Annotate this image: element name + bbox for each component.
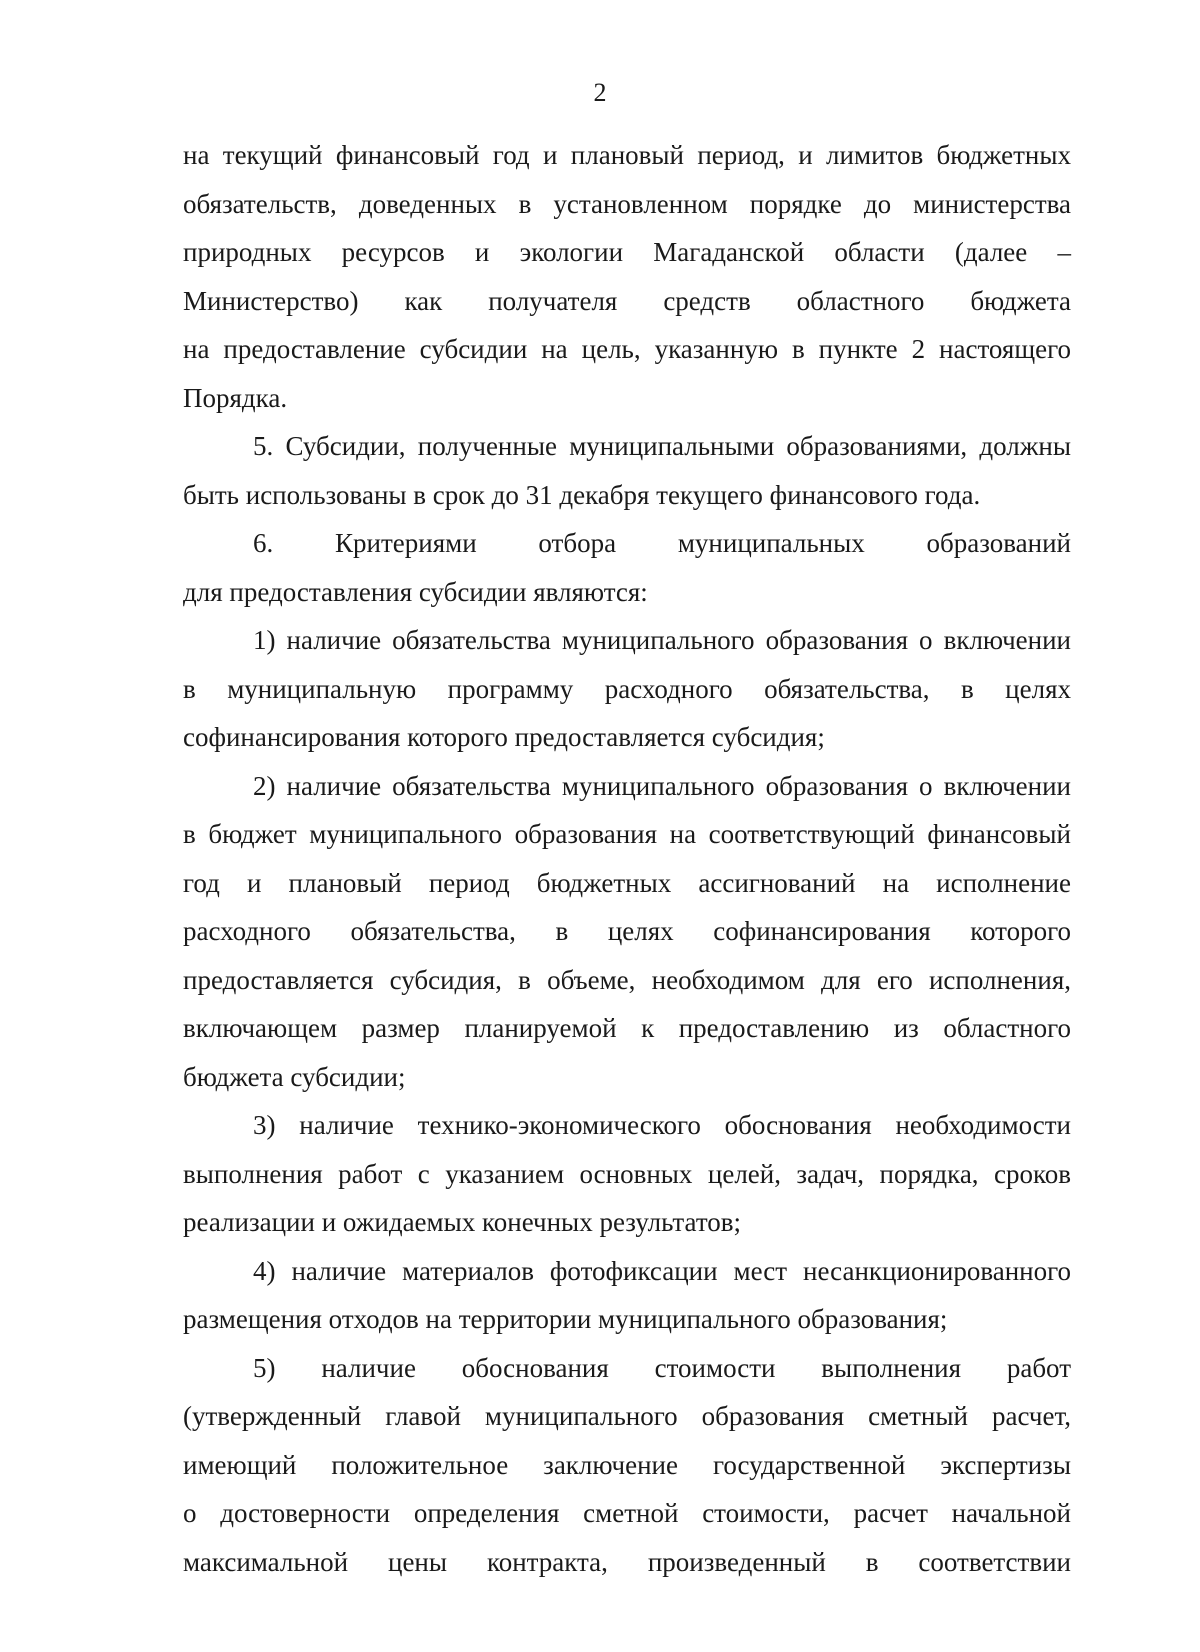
criterion-5-line: 5) наличие обоснования стоимости выполнения работ [253, 1352, 1071, 1383]
text-line: максимальной цены контракта, произведенный в соответствии [183, 1546, 1071, 1577]
text-line: реализации и ожидаемых конечных результатов; [183, 1207, 742, 1237]
paragraph-5-line: 5. Субсидии, полученные муниципальными образованиями, должны [253, 431, 1071, 461]
text-line: о достоверности определения сметной стоимости, расчет начальной [183, 1498, 1071, 1528]
text-line: природных ресурсов и экологии Магаданской области (далее – [183, 237, 1071, 267]
text-line: в бюджет муниципального образования на соответствующий финансовый [183, 819, 1071, 849]
text-line: включающем размер планируемой к предоставлению из областного [183, 1013, 1071, 1043]
text-line: быть использованы в срок до 31 декабря текущего финансового года. [183, 479, 981, 510]
text-line: на текущий финансовый год и плановый период, и лимитов бюджетных [183, 140, 1071, 170]
criterion-4-line: 4) наличие материалов фотофиксации мест несанкционированного [253, 1255, 1071, 1286]
text-line: на предоставление субсидии на цель, указанную в пункте 2 настоящего [183, 334, 1071, 364]
text-line: год и плановый период бюджетных ассигнований на исполнение [183, 867, 1071, 898]
text-line: обязательств, доведенных в установленном порядке до министерства [183, 188, 1071, 219]
text-line: расходного обязательства, в целях софинансирования которого [183, 916, 1071, 946]
text-line: (утвержденный главой муниципального образования сметный расчет, [183, 1401, 1071, 1431]
text-line: размещения отходов на территории муниципального образования; [183, 1304, 948, 1334]
criterion-1-line: 1) наличие обязательства муниципального образования о включении [253, 625, 1071, 655]
text-line: Порядка. [183, 382, 288, 413]
text-line: имеющий положительное заключение государственной экспертизы [183, 1449, 1071, 1480]
text-line: софинансирования которого предоставляется субсидия; [183, 722, 825, 752]
text-line: в муниципальную программу расходного обязательства, в целях [183, 673, 1071, 704]
text-line: Министерство) как получателя средств областного бюджета [183, 285, 1071, 316]
document-body [183, 131, 1071, 1586]
text-line: для предоставления субсидии являются: [183, 576, 648, 607]
text-line: выполнения работ с указанием основных целей, задач, порядка, сроков [183, 1158, 1071, 1189]
criterion-2-line: 2) наличие обязательства муниципального образования о включении [253, 770, 1071, 801]
text-line: бюджета субсидии; [183, 1061, 406, 1092]
paragraph-6-line: 6. Критериями отбора муниципальных образований [253, 528, 1071, 558]
page-number: 2 [593, 78, 607, 107]
criterion-3-line: 3) наличие технико-экономического обоснования необходимости [253, 1110, 1071, 1140]
text-line: предоставляется субсидия, в объеме, необходимом для его исполнения, [183, 964, 1071, 995]
